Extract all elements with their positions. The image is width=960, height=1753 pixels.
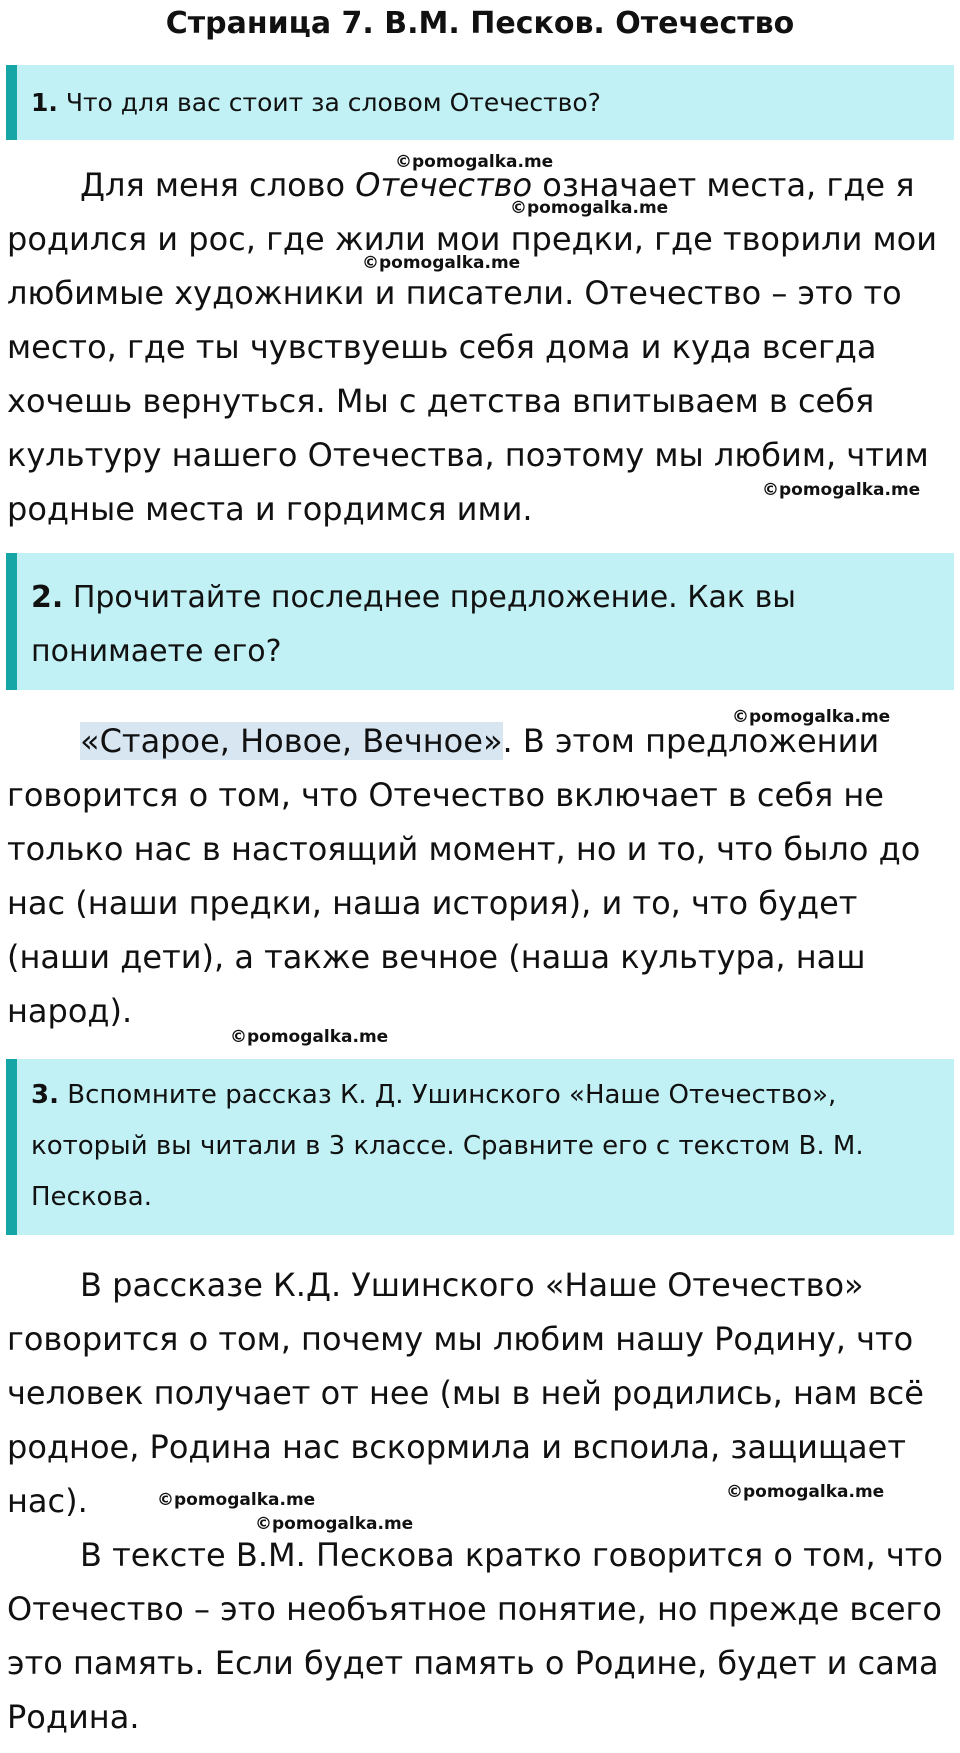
question-3-box — [6, 1059, 954, 1235]
watermark: ©pomogalka.me — [157, 1490, 316, 1510]
watermark: ©pomogalka.me — [230, 1027, 389, 1047]
watermark: ©pomogalka.me — [362, 253, 521, 273]
watermark: ©pomogalka.me — [726, 1482, 885, 1502]
answer-2-rest: . В этом предложении говорится о том, что Отечество включает в себя не только нас в настоящий момент, но и то, что было до нас (наши предки, наша история), и то, что будет (наши дети), а также вечное (наша культура, наш народ). — [7, 722, 921, 1030]
watermark: ©pomogalka.me — [255, 1514, 414, 1534]
watermark: ©pomogalka.me — [762, 480, 921, 500]
question-1-number: 1. — [31, 88, 58, 117]
question-2-box — [6, 553, 954, 690]
question-2-number: 2. — [31, 580, 64, 615]
watermark: ©pomogalka.me — [732, 707, 891, 727]
question-3-number: 3. — [31, 1080, 59, 1110]
page-title: Страница 7. В.М. Песков. Отечество — [165, 6, 795, 41]
answer-2 — [7, 714, 955, 1038]
answer-1-lead: Для меня слово — [80, 166, 356, 204]
question-3-text: Вспомните рассказ К. Д. Ушинского «Наше Отечество», который вы читали в 3 классе. Сравните его с текстом В. М. Пескова. — [31, 1080, 864, 1212]
answer-2-quote: «Старое, Новое, Вечное» — [80, 722, 503, 760]
watermark: ©pomogalka.me — [510, 198, 669, 218]
answer-1-rest: означает места, где я родился и рос, где жили мои предки, где творили мои любимые художники и писатели. Отечество – это то место, где ты чувствуешь себя дома и куда всегда хочешь вернуться. Мы с детства впитываем в себя культуру нашего Отечества, поэтому мы любим, чтим родные места и гордимся ими. — [7, 166, 938, 528]
watermark: ©pomogalka.me — [395, 152, 554, 172]
answer-3-text-1: В рассказе К.Д. Ушинского «Наше Отечество» говорится о том, почему мы любим нашу Родину, что человек получает от нее (мы в ней родились, нам всё родное, Родина нас вскормила и вспоила, защищает нас). — [7, 1266, 924, 1520]
question-1-box — [6, 65, 954, 140]
question-2-text: Прочитайте последнее предложение. Как вы понимаете его? — [31, 580, 796, 669]
answer-1-emphasis: Отечество — [355, 166, 533, 204]
answer-3-text-2: В тексте В.М. Пескова кратко говорится о том, что Отечество – это необъятное понятие, но прежде всего это память. Если будет память о Родине, будет и сама Родина. — [7, 1536, 943, 1736]
question-1-text: Что для вас стоит за словом Отечество? — [65, 88, 601, 117]
answer-3-paragraph-2 — [7, 1528, 955, 1744]
